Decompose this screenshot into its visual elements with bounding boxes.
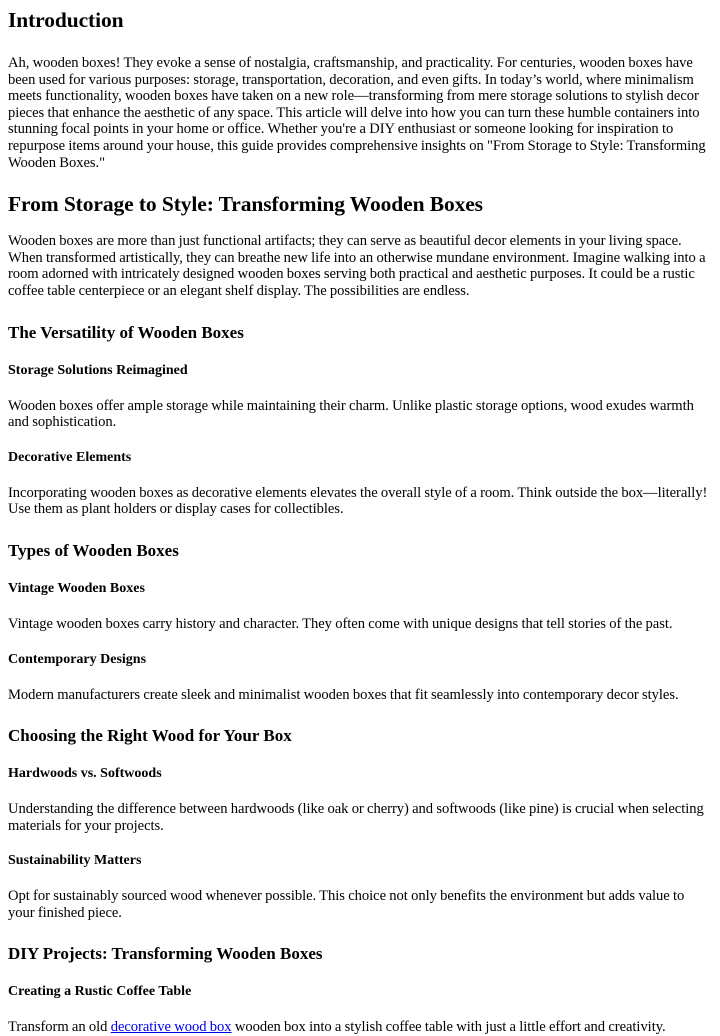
storage-solutions-heading: Storage Solutions Reimagined — [8, 362, 188, 378]
sustainability-paragraph: Opt for sustainably sourced wood whenever possible. This choice not only benefits the environment but adds value to your finished piece. — [8, 888, 685, 921]
contemporary-designs-paragraph: Modern manufacturers create sleek and minimalist wooden boxes that fit seamlessly into contemporary decor styles. — [8, 686, 679, 703]
decorative-elements-heading: Decorative Elements — [8, 449, 132, 465]
coffee-table-text-before: Transform an old — [8, 1019, 111, 1036]
article — [0, 6, 712, 1036]
versatility-heading: The Versatility of Wooden Boxes — [8, 322, 244, 342]
hardwoods-softwoods-paragraph: Understanding the difference between hardwoods (like oak or cherry) and softwoods (like pine) is crucial when selecting materials for your projects. — [8, 801, 704, 834]
vintage-boxes-paragraph: Vintage wooden boxes carry history and character. They often come with unique designs that tell stories of the past. — [8, 615, 673, 632]
decorative-elements-paragraph: Incorporating wooden boxes as decorative elements elevates the overall style of a room. Think outside the box—literally! Use them as plant holders or display cases for collectibles. — [8, 484, 708, 518]
intro-heading: Introduction — [8, 8, 124, 32]
decorative-wood-box-link[interactable]: decorative wood box — [110, 1019, 232, 1036]
coffee-table-heading: Creating a Rustic Coffee Table — [8, 984, 192, 1000]
main-paragraph: Wooden boxes are more than just functional artifacts; they can serve as beautiful decor elements in your living space. When transformed artistically, they can breathe new life into an otherwise mundane environment. Imagine walking into a room adorned with intricately designed wooden boxes serving both practical and aesthetic purposes. It could be a rustic coffee table centerpiece or an elegant shelf display. The possibilities are endless. — [8, 233, 706, 299]
contemporary-designs-heading: Contemporary Designs — [8, 651, 147, 667]
sustainability-heading: Sustainability Matters — [8, 853, 142, 869]
hardwoods-softwoods-heading: Hardwoods vs. Softwoods — [8, 766, 162, 782]
storage-solutions-paragraph: Wooden boxes offer ample storage while maintaining their charm. Unlike plastic storage options, wood exudes warmth and sophistication. — [8, 397, 694, 431]
types-heading: Types of Wooden Boxes — [8, 540, 179, 560]
intro-paragraph: Ah, wooden boxes! They evoke a sense of nostalgia, craftsmanship, and practicality. For centuries, wooden boxes have been used for various purposes: storage, transportation, decoration, and even gifts. In today’s world, where minimalism meets functionality, wooden boxes have taken on a new role—transforming from mere storage solutions to stylish decor pieces that enhance the aesthetic of any space. This article will delve into how you can turn these humble containers into stunning focal points in your home or office. Whether you're a DIY enthusiast or someone looking for inspiration to repurpose items around your house, this guide provides comprehensive insights on "From Storage to Style: Transforming Wooden Boxes." — [8, 55, 706, 171]
diy-projects-heading: DIY Projects: Transforming Wooden Boxes — [8, 944, 323, 964]
coffee-table-paragraph — [8, 1019, 712, 1036]
choosing-wood-heading: Choosing the Right Wood for Your Box — [8, 726, 292, 746]
vintage-boxes-heading: Vintage Wooden Boxes — [8, 580, 145, 596]
coffee-table-text-after: wooden box into a stylish coffee table with just a little effort and creativity. — [231, 1019, 666, 1036]
main-heading: From Storage to Style: Transforming Wooden Boxes — [8, 192, 483, 217]
